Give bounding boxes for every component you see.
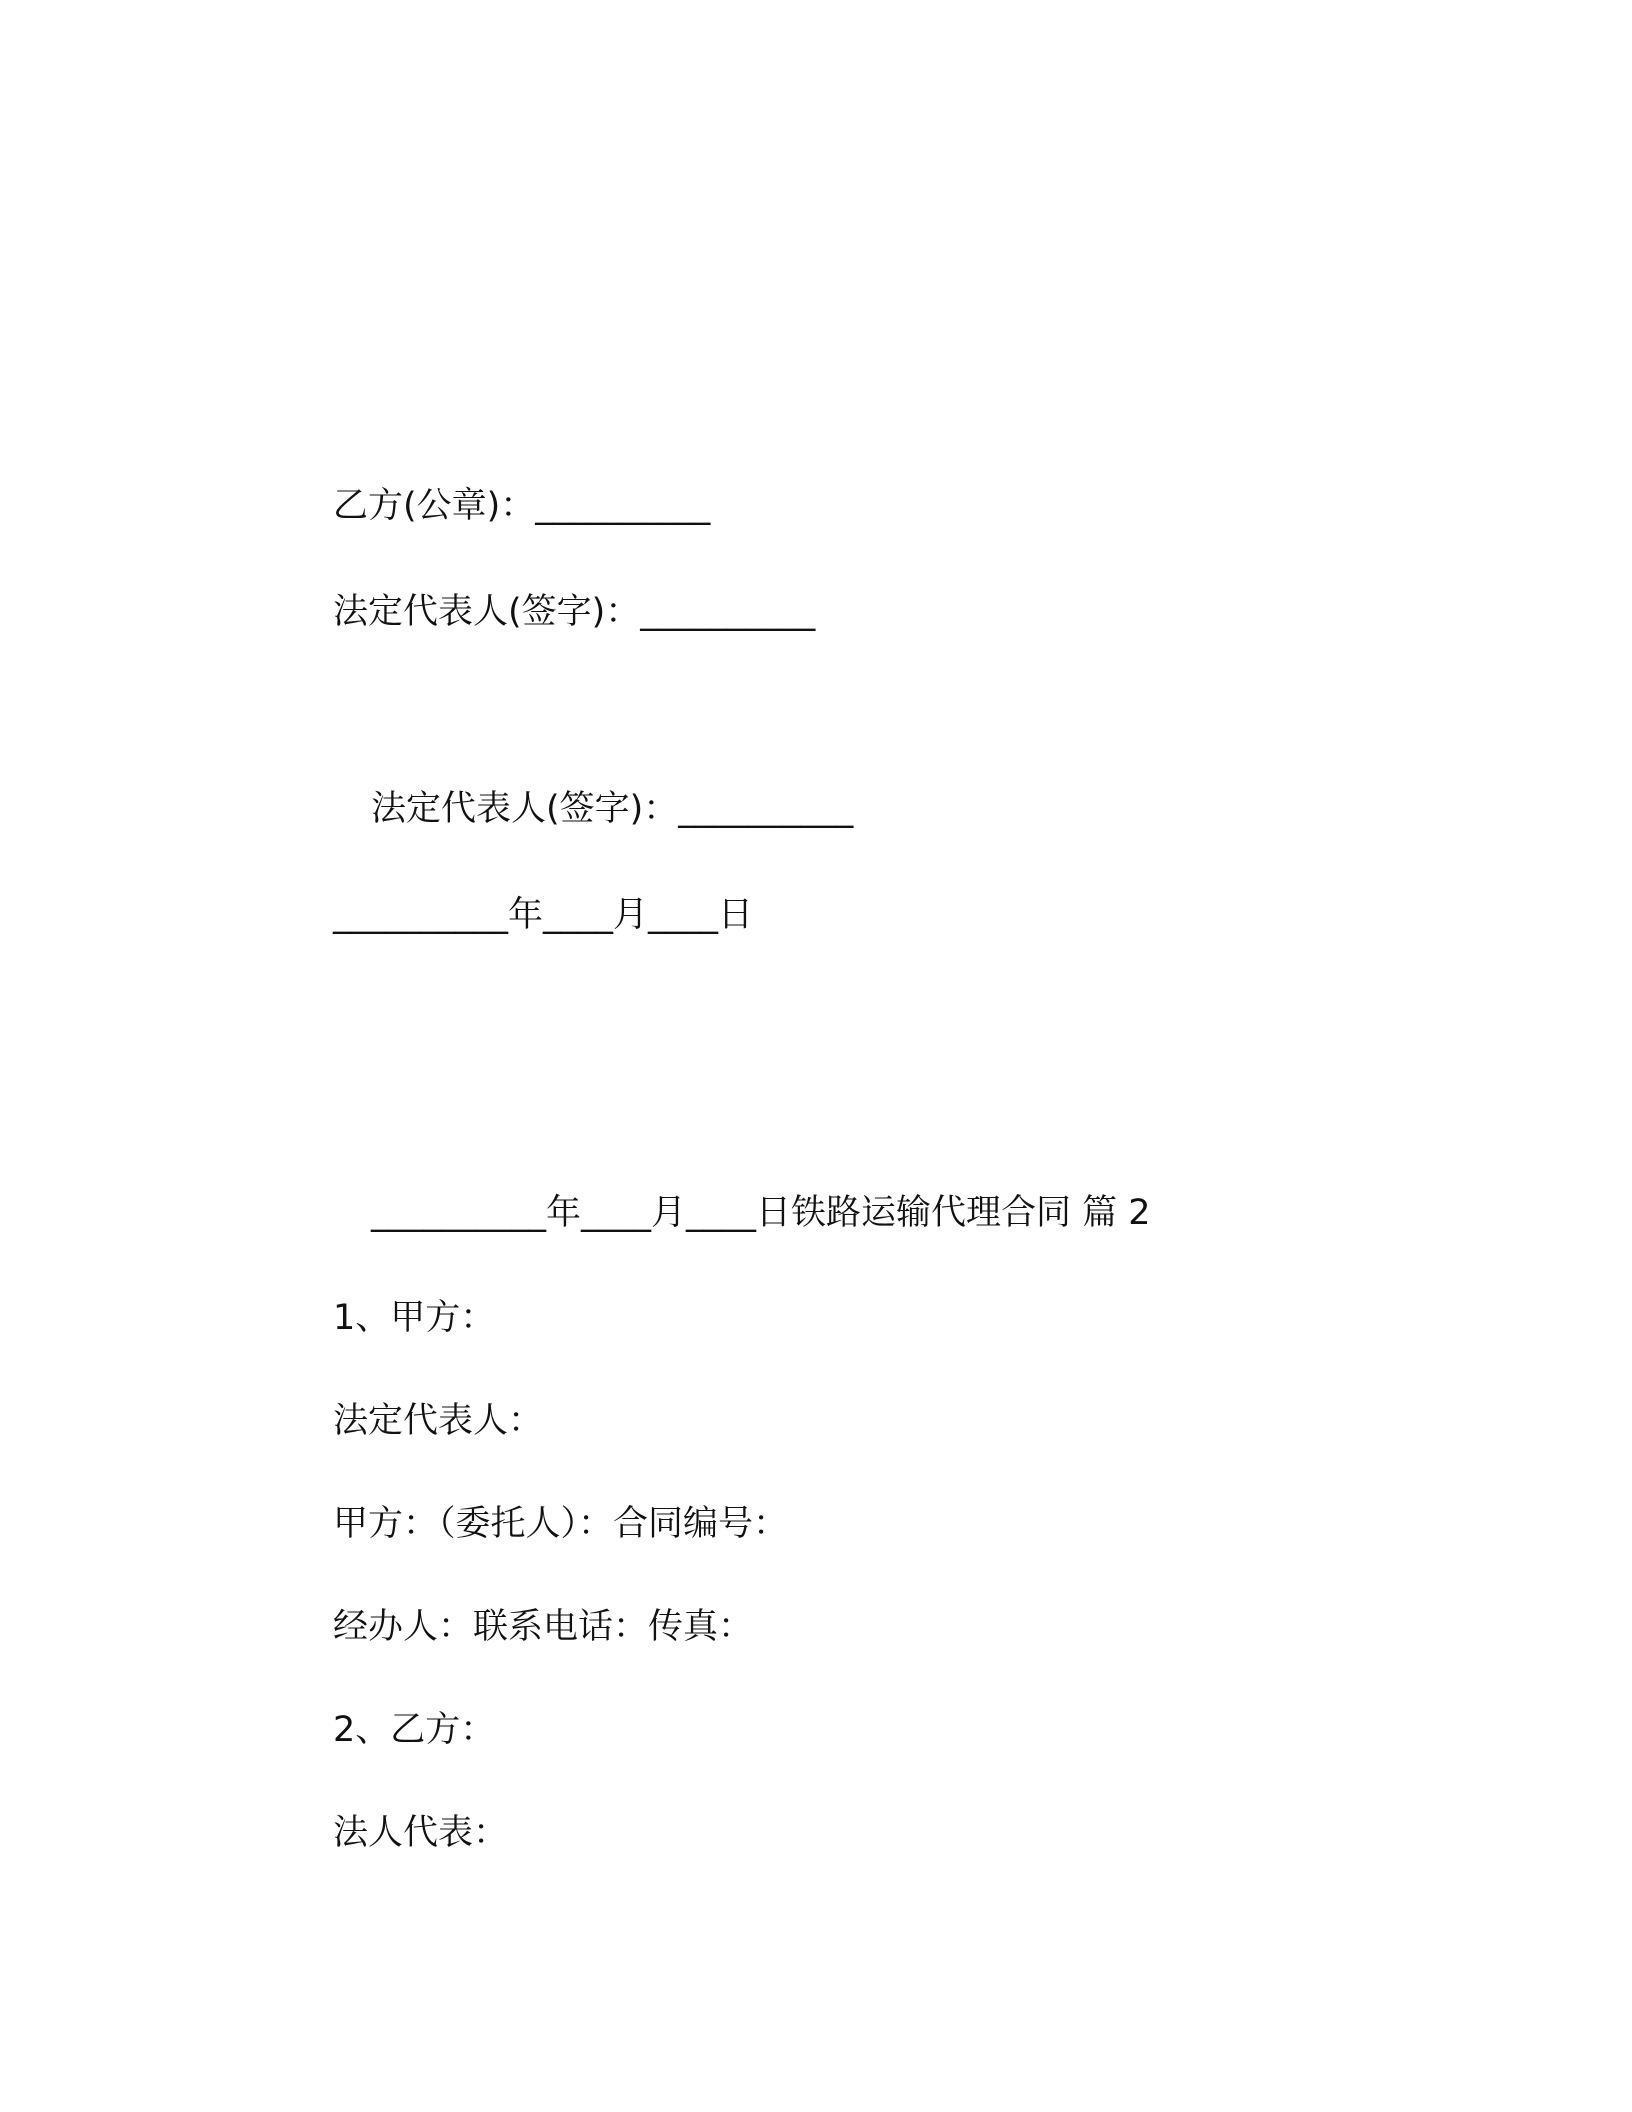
legal-representative-signature-line: 法定代表人(签字)：__________ [333, 592, 816, 632]
party-a-contract-number-line: 甲方：（委托人）：合同编号： [333, 1504, 789, 1544]
party-b-seal-line: 乙方(公章)：__________ [333, 486, 711, 526]
section-title: __________年____月____日铁路运输代理合同 篇 2 [371, 1193, 1151, 1233]
party-b-heading: 2、乙方： [333, 1710, 496, 1750]
contact-line: 经办人：联系电话：传真： [333, 1607, 754, 1647]
legal-representative-signature-line-indented: 法定代表人(签字)：__________ [371, 789, 854, 829]
legal-representative-line: 法定代表人： [333, 1401, 544, 1441]
party-a-heading: 1、甲方： [333, 1298, 496, 1338]
date-line: __________年____月____日 [333, 895, 754, 935]
legal-person-representative-line: 法人代表： [333, 1813, 509, 1853]
